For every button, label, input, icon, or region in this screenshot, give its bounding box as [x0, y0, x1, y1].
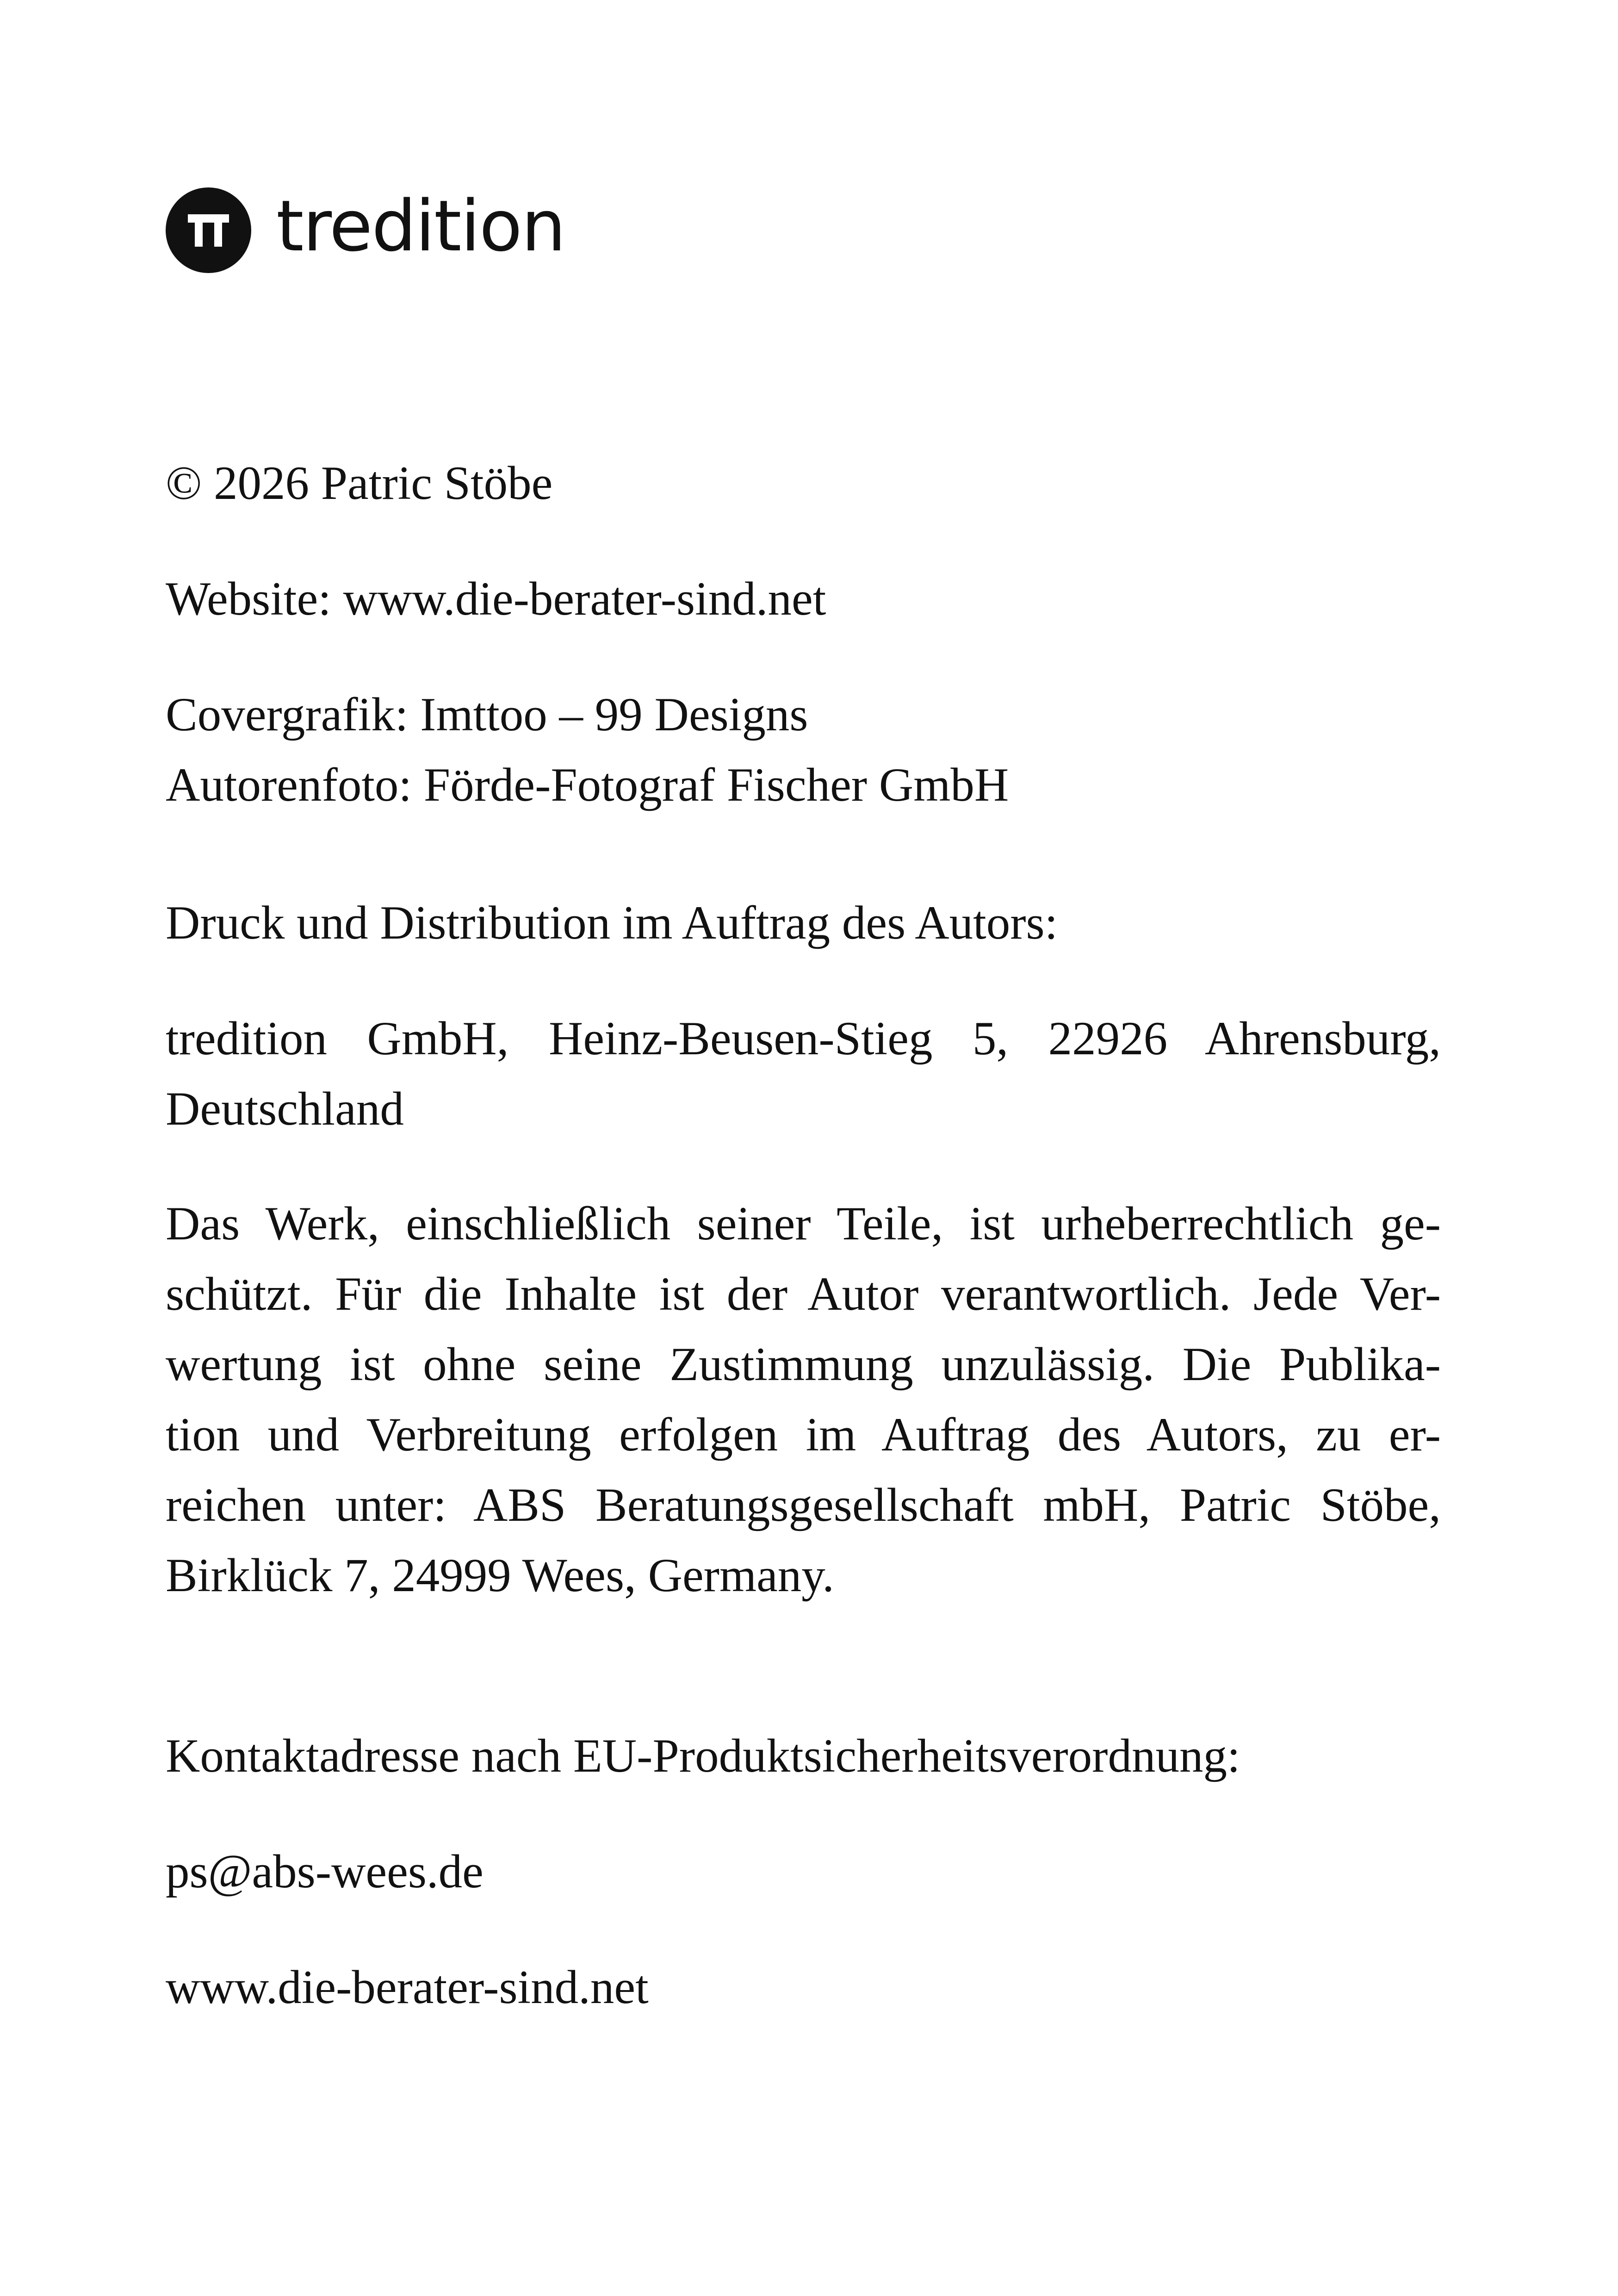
publisher-logo	[166, 186, 565, 274]
legal-line-5: reichen unter: ABS Beratungsgesellschaft mbH, Patric Stöbe,	[166, 1479, 1441, 1531]
contact-website: www.die-berater-sind.net	[166, 1961, 649, 2014]
credits-block	[166, 679, 1441, 820]
legal-line-2: schützt. Für die Inhalte ist der Autor verantwortlich. Jede Ver-	[166, 1268, 1441, 1320]
copyright-notice: © 2026 Patric Stöbe	[166, 457, 553, 510]
website-line: Website: www.die-berater-sind.net	[166, 572, 826, 625]
contact-heading: Kontaktadresse nach EU-Produktsicherheitsverordnung:	[166, 1730, 1240, 1782]
print-distribution-heading: Druck und Distribution im Auftrag des Autors:	[166, 896, 1058, 949]
legal-line-3: wertung ist ohne seine Zustimmung unzulässig. Die Publika-	[166, 1338, 1441, 1391]
publisher-address	[166, 1003, 1441, 1144]
contact-email: ps@abs-wees.de	[166, 1845, 484, 1898]
publisher-address-line-2: Deutschland	[166, 1083, 404, 1135]
legal-notice	[166, 1188, 1441, 1611]
publisher-address-line-1: tredition GmbH, Heinz-Beusen-Stieg 5, 22926 Ahrensburg,	[166, 1012, 1441, 1065]
cover-credit: Covergrafik: Imttoo – 99 Designs	[166, 688, 808, 741]
legal-line-6: Birklück 7, 24999 Wees, Germany.	[166, 1549, 834, 1602]
tredition-logo-icon	[166, 187, 251, 273]
author-photo-credit: Autorenfoto: Förde-Fotograf Fischer GmbH	[166, 759, 1009, 811]
legal-line-4: tion und Verbreitung erfolgen im Auftrag des Autors, zu er-	[166, 1408, 1441, 1461]
legal-line-1: Das Werk, einschließlich seiner Teile, ist urheberrechtlich ge-	[166, 1197, 1441, 1250]
logo-wordmark: tredition	[276, 185, 565, 267]
